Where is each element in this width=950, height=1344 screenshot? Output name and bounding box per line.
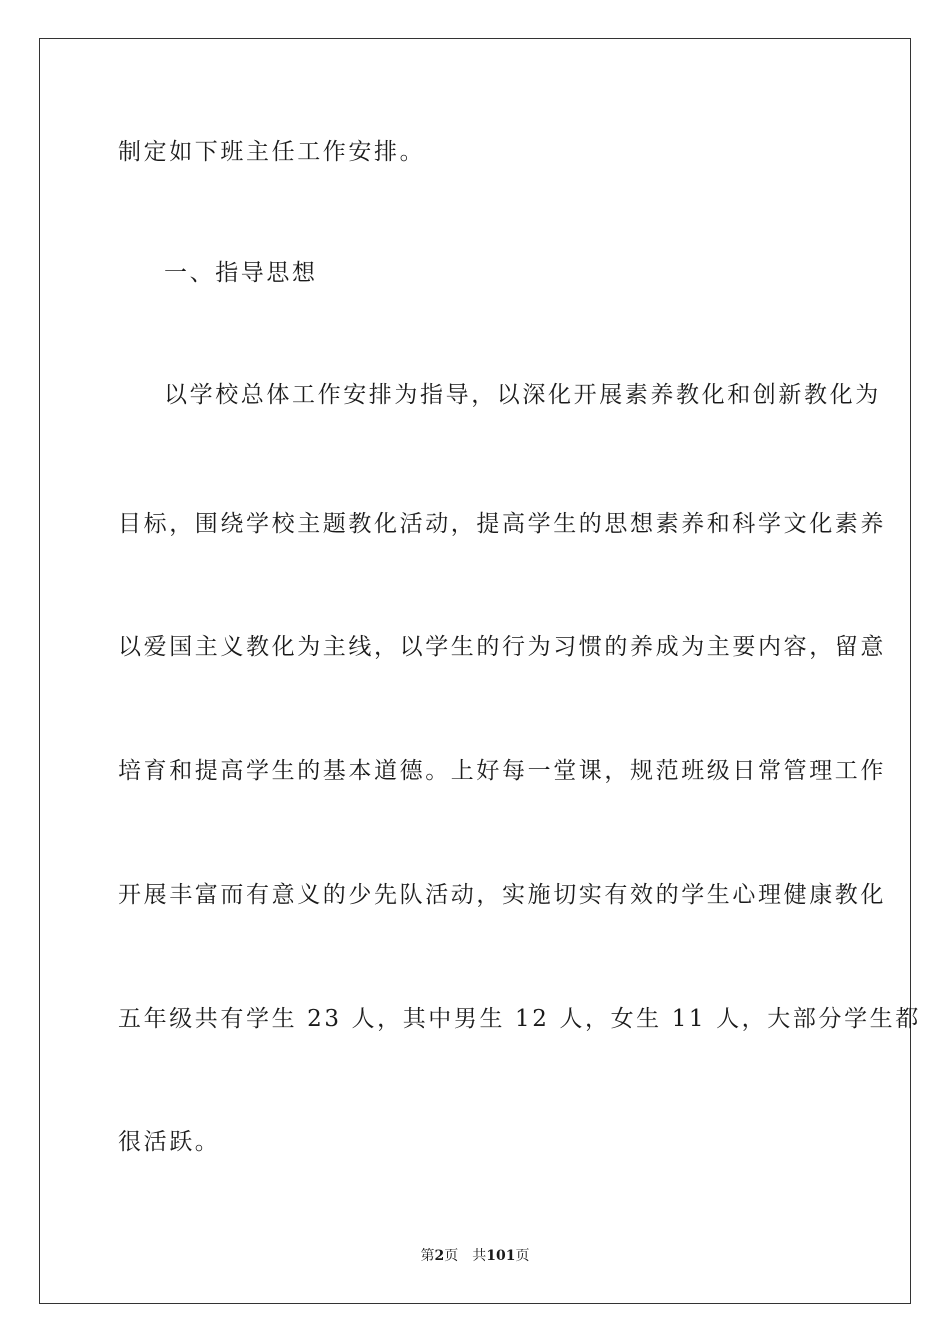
page-footer xyxy=(0,1246,950,1266)
page-prefix: 第 xyxy=(420,1248,435,1264)
total-suffix: 页 xyxy=(515,1248,530,1264)
text-line: 以学校总体工作安排为指导，以深化开展素养教化和创新教化为 xyxy=(164,382,881,408)
page-number: 2 xyxy=(434,1248,445,1264)
text-line: 培育和提高学生的基本道德。上好每一堂课，规范班级日常管理工作 xyxy=(118,758,886,784)
text-line: 开展丰富而有意义的少先队活动，实施切实有效的学生心理健康教化 xyxy=(118,882,886,908)
text-line: 目标，围绕学校主题教化活动，提高学生的思想素养和科学文化素养 xyxy=(118,511,886,537)
text-line: 五年级共有学生 23 人，其中男生 12 人，女生 11 人，大部分学生都 xyxy=(118,1006,921,1032)
page-suffix: 页 xyxy=(444,1248,459,1264)
text-line: 以爱国主义教化为主线，以学生的行为习惯的养成为主要内容，留意 xyxy=(118,634,886,660)
page-border xyxy=(39,38,921,1304)
section-heading: 一、指导思想 xyxy=(164,260,318,286)
text-line: 制定如下班主任工作安排。 xyxy=(118,139,426,165)
text-line: 很活跃。 xyxy=(118,1129,221,1155)
total-prefix: 共 xyxy=(472,1248,487,1264)
total-pages: 101 xyxy=(486,1248,516,1264)
